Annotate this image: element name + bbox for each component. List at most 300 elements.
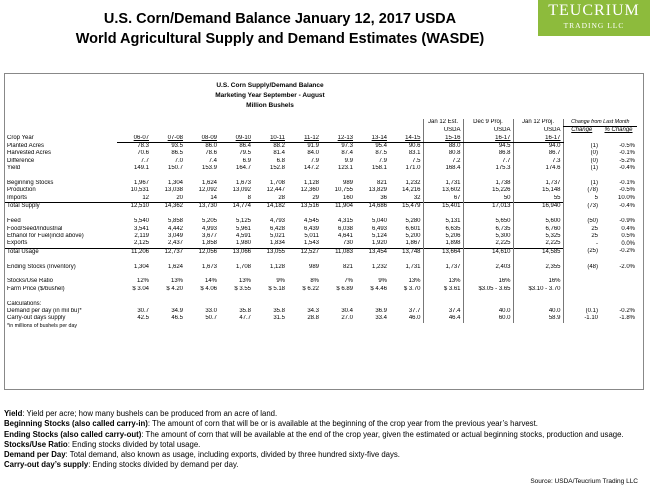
cell: 55 — [513, 195, 563, 203]
cell: 27.0 — [341, 315, 353, 322]
spacer-row — [5, 301, 637, 308]
cell: 94.0 — [513, 143, 563, 151]
cell: 5,206 — [423, 233, 463, 240]
cell — [321, 211, 355, 218]
cell: 8 — [247, 194, 251, 201]
cell: 86.0 — [205, 143, 217, 150]
year-06-07: 06-07 — [117, 135, 151, 143]
cell: 5 — [563, 195, 600, 203]
cell — [321, 256, 355, 263]
cell — [355, 256, 389, 263]
cell: 36.9 — [375, 307, 387, 314]
row-label: Ending Stocks (Inventory) — [7, 263, 76, 270]
cell: 1,624 — [167, 263, 183, 270]
cell: -0.2% — [619, 248, 635, 255]
cell: 0.0% — [621, 240, 635, 247]
cell: 171.0 — [405, 165, 421, 172]
cell: 10,755 — [334, 187, 353, 194]
row-feed — [5, 218, 637, 225]
cell: 7.7 — [140, 157, 149, 164]
cell — [355, 293, 389, 300]
cell — [321, 301, 355, 308]
cell: (1) — [563, 165, 600, 172]
cell: 14 — [210, 194, 217, 201]
cell: 40.0 — [513, 308, 563, 315]
cell: 16% — [513, 278, 563, 285]
cell: 88.0 — [423, 143, 463, 151]
cell: 9% — [276, 278, 285, 285]
row-label: Yield — [7, 165, 21, 172]
cell: 79.5 — [239, 150, 251, 157]
cell: 36 — [380, 194, 387, 201]
cell: 6,735 — [463, 226, 513, 233]
cell: 164.7 — [235, 165, 251, 172]
definition-term: Ending Stocks (also called carry-out) — [4, 429, 142, 439]
cell: 12 — [142, 194, 149, 201]
cell: 1,708 — [235, 263, 251, 270]
table-heading-row — [5, 81, 637, 91]
cell: 6.8 — [276, 157, 285, 164]
logo-tagline: TRADING LLC — [563, 21, 625, 30]
cell: -0.5% — [619, 142, 635, 149]
row-food-seed-industrial — [5, 226, 637, 233]
year-09-10: 09-10 — [219, 135, 253, 143]
cell: 28 — [278, 194, 285, 201]
cell — [600, 278, 637, 285]
cell: 14,585 — [513, 248, 563, 256]
cell: 6,428 — [269, 225, 285, 232]
cell: 83.1 — [408, 150, 421, 157]
cell: $ 6.89 — [336, 285, 353, 292]
cell: $ 4.46 — [370, 285, 387, 292]
cell: 1,920 — [371, 240, 387, 247]
year-08-09: 08-09 — [185, 135, 219, 143]
cell: 95.4 — [375, 143, 387, 150]
definition-text: : The amount of corn that will be available at the end of the crop year, given the estimated or actual beginning stocks, production and usage. — [141, 429, 624, 439]
cell: 4,591 — [235, 232, 251, 239]
row-label — [5, 173, 117, 180]
cell: 30.7 — [137, 307, 149, 314]
cell: 1,737 — [513, 180, 563, 187]
cell: $ 3.61 — [423, 286, 463, 293]
cell: -2.0% — [619, 263, 635, 270]
page-subtitle: World Agricultural Supply and Demand Estimates (WASDE) — [75, 31, 485, 47]
row-planted-acres — [5, 143, 637, 151]
cell: 20 — [176, 194, 183, 201]
cell — [321, 173, 355, 180]
column-subheader-row — [5, 127, 637, 135]
cell: 17,013 — [463, 203, 513, 211]
cell: 11,206 — [117, 248, 151, 256]
cell: 11,904 — [321, 203, 355, 211]
cell: 1,737 — [423, 264, 463, 271]
cell: 50 — [463, 195, 513, 203]
cell: 14,610 — [463, 248, 513, 256]
cell: 1,304 — [167, 180, 183, 187]
corn-balance-table-box — [4, 73, 644, 390]
cell: 6,601 — [405, 225, 421, 232]
cell: 12,360 — [300, 187, 319, 194]
top-header-0: Jan 12 Est. — [423, 119, 463, 127]
cell — [563, 256, 600, 263]
cell: 78.6 — [205, 150, 217, 157]
cell — [389, 256, 423, 263]
cell — [355, 173, 389, 180]
row-demand-per-day-in-mil-bu — [5, 308, 637, 315]
cell: $ 3.04 — [132, 285, 149, 292]
cell: (48) — [563, 264, 600, 271]
cell: 9.9 — [344, 157, 353, 164]
definition-text: : Total demand, also known as usage, including exports, divided by three hundred sixty-five days. — [65, 450, 400, 460]
cell: 15,148 — [513, 187, 563, 194]
cell: (78) — [563, 187, 600, 194]
row-farm-price-bushel — [5, 286, 637, 293]
cell: 2,125 — [133, 240, 149, 247]
cell: 14,686 — [355, 203, 389, 211]
cell: (50) — [563, 218, 600, 225]
cell: 93.5 — [171, 143, 183, 150]
cell — [355, 271, 389, 278]
cell: (1) — [563, 180, 600, 187]
cell: 0.5% — [621, 232, 635, 239]
cell: 5,650 — [463, 218, 513, 225]
cell — [117, 271, 151, 278]
cell: $ 4.06 — [200, 285, 217, 292]
cell — [563, 286, 600, 293]
cell: 13,454 — [355, 248, 389, 256]
row-difference — [5, 158, 637, 165]
page-title: U.S. Corn/Demand Balance January 12, 2017 USDA — [103, 11, 457, 27]
cell: (0) — [563, 158, 600, 165]
cell: (1) — [563, 143, 600, 151]
cell: 8% — [310, 278, 319, 285]
definition-5 — [4, 460, 644, 470]
cell — [423, 293, 463, 300]
cell — [117, 173, 151, 180]
cell: 7.3 — [513, 158, 563, 165]
cell — [151, 293, 185, 300]
row-label: Calculations: — [7, 300, 42, 307]
sub-header-2: USDA — [513, 127, 563, 135]
cell: $ 3.70 — [403, 285, 421, 292]
cell — [287, 301, 321, 308]
cell: 86.4 — [239, 143, 251, 150]
cell: 13% — [408, 278, 421, 285]
definition-term: Beginning Stocks (also called carry-in) — [4, 419, 148, 429]
cell: 60.0 — [463, 315, 513, 322]
cell: 5,858 — [167, 218, 183, 225]
cell: 5,280 — [405, 218, 421, 225]
cell — [563, 293, 600, 300]
column-group-header-row — [5, 119, 637, 127]
cell — [253, 211, 287, 218]
cell: 33.4 — [375, 315, 387, 322]
cell: 1,232 — [371, 263, 387, 270]
cell — [389, 211, 423, 218]
cell: $ 5.18 — [268, 285, 285, 292]
cell: 6.9 — [242, 157, 251, 164]
cell: 13,602 — [423, 187, 463, 194]
year-16-17: 16-17 — [513, 135, 563, 143]
row-label: Farm Price ($/bushel) — [7, 285, 65, 292]
cell: 50.7 — [205, 315, 217, 322]
cell — [389, 293, 423, 300]
cell — [389, 301, 423, 308]
logo-name: TEUCRIUM — [548, 2, 640, 19]
cell — [563, 271, 600, 278]
cell: (0.1) — [563, 308, 600, 315]
cell — [513, 173, 563, 180]
cell — [117, 293, 151, 300]
row-label: Planted Acres — [7, 142, 45, 149]
definitions — [4, 409, 644, 471]
cell: 14,182 — [253, 203, 287, 211]
cell: 168.4 — [423, 165, 463, 172]
cell: 14,362 — [151, 203, 185, 211]
cell — [423, 211, 463, 218]
cell: 33.0 — [205, 307, 217, 314]
cell: 4,793 — [269, 218, 285, 225]
cell — [600, 211, 637, 218]
cell — [321, 293, 355, 300]
year-16-17: 16-17 — [463, 135, 513, 143]
cell: 1,128 — [269, 263, 285, 270]
cell: 32 — [413, 194, 421, 201]
row-label — [5, 271, 117, 278]
cell: 13,092 — [232, 187, 251, 194]
cell: 6,493 — [371, 225, 387, 232]
cell — [389, 173, 423, 180]
row-label: Beginning Stocks — [7, 180, 54, 187]
cell: 12,447 — [266, 187, 285, 194]
row-ending-stocks-inventory — [5, 264, 637, 271]
cell: 29 — [312, 194, 319, 201]
cell — [600, 293, 637, 300]
cell: 16% — [463, 278, 513, 285]
definition-text: : Yield per acre; how many bushels can be produced from an acre of land. — [22, 409, 278, 418]
cell: -0.1% — [619, 150, 635, 157]
cell: 1,304 — [133, 263, 149, 270]
cell: 86.5 — [171, 150, 183, 157]
definition-4 — [4, 450, 644, 460]
spacer-row — [5, 111, 637, 118]
cell — [219, 256, 253, 263]
cell — [600, 271, 637, 278]
cell: 5,300 — [463, 233, 513, 240]
cell — [513, 256, 563, 263]
cell: 1,967 — [133, 180, 149, 187]
cell — [253, 173, 287, 180]
source-note: Source: USDA/Teucrium Trading LLC — [530, 478, 638, 485]
cell — [151, 301, 185, 308]
cell: -0.1% — [619, 180, 635, 187]
cell — [117, 301, 151, 308]
cell: 7.7 — [463, 158, 513, 165]
cell — [151, 173, 185, 180]
spacer-row — [5, 74, 637, 81]
cell: 2,403 — [463, 264, 513, 271]
cell: 1,731 — [405, 263, 421, 270]
cell: 1,708 — [269, 180, 285, 187]
cell — [151, 211, 185, 218]
cell: 7% — [344, 278, 353, 285]
cell: 30.4 — [341, 307, 353, 314]
cell: 1,834 — [269, 240, 285, 247]
cell: 10,531 — [130, 187, 149, 194]
cell — [463, 173, 513, 180]
row-label — [5, 256, 117, 263]
cell: 9% — [378, 278, 387, 285]
cell: 13,038 — [164, 187, 183, 194]
cell: 28.8 — [307, 315, 319, 322]
year-10-11: 10-11 — [253, 135, 287, 143]
definition-term: Demand per Day — [4, 450, 66, 460]
cell: 2,355 — [513, 264, 563, 271]
cell: 1,673 — [201, 263, 217, 270]
cell: 6,760 — [513, 226, 563, 233]
row-label: Exports — [7, 240, 28, 247]
cell: 5,124 — [371, 232, 387, 239]
cell: 7.5 — [412, 157, 421, 164]
cell — [185, 256, 219, 263]
cell: (25) — [563, 248, 600, 256]
cell: 174.6 — [513, 165, 563, 172]
cell: 35.8 — [273, 307, 285, 314]
cell: 81.4 — [273, 150, 285, 157]
cell: 87.4 — [341, 150, 353, 157]
cell: - — [563, 240, 600, 248]
cell: 4,442 — [167, 225, 183, 232]
row-label: Total Supply — [5, 203, 117, 211]
cell — [513, 271, 563, 278]
cell: 1,858 — [201, 240, 217, 247]
cell: 158.1 — [371, 165, 387, 172]
cell: 13,516 — [287, 203, 321, 211]
cell — [185, 271, 219, 278]
cell: 13,664 — [423, 248, 463, 256]
definition-text: : The amount of corn that will be or is available at the beginning of the crop year from the previous year’s harvest. — [147, 419, 538, 429]
cell: 5,325 — [513, 233, 563, 240]
cell: 14% — [204, 278, 217, 285]
cell: 5,961 — [235, 225, 251, 232]
cell — [423, 301, 463, 308]
row-carry-out-days-supply — [5, 315, 637, 322]
cell: 6,439 — [303, 225, 319, 232]
cell: 15,479 — [389, 203, 423, 211]
cell: 10.0% — [617, 195, 635, 202]
row-stocks-use-ratio — [5, 278, 637, 285]
definition-term: Stocks/Use Ratio — [4, 439, 68, 449]
cell: 13% — [238, 278, 251, 285]
cell — [423, 271, 463, 278]
spacer-row — [5, 271, 637, 278]
year-13-14: 13-14 — [355, 135, 389, 143]
definition-text: : Ending stocks divided by demand per day. — [88, 460, 239, 470]
cell — [513, 211, 563, 218]
definition-term: Carry-out day’s supply — [4, 460, 89, 470]
row-label: Total Usage — [5, 248, 117, 256]
cell: 153.9 — [201, 165, 217, 172]
cell: 78.3 — [137, 143, 149, 150]
crop-year-row — [5, 135, 637, 143]
cell — [219, 301, 253, 308]
cell: $3.10 - 3.70 — [513, 286, 563, 293]
year-15-16: 15-16 — [423, 135, 463, 143]
row-imports — [5, 195, 637, 203]
cell — [117, 256, 151, 263]
cell: (0) — [563, 150, 600, 157]
cell: 25 — [563, 226, 600, 233]
cell — [219, 173, 253, 180]
spacer-row — [5, 293, 637, 300]
sub-header-4: % Change — [604, 127, 633, 134]
cell: 12,056 — [185, 248, 219, 256]
definition-term: Yield — [4, 409, 23, 418]
cell — [463, 301, 513, 308]
cell: 94.5 — [463, 143, 513, 151]
cell: -5.2% — [619, 157, 635, 164]
cell: 1,624 — [201, 180, 217, 187]
definition-2 — [4, 430, 644, 440]
cell: 13,066 — [219, 248, 253, 256]
cell: 2,119 — [134, 232, 149, 239]
cell: 86.8 — [463, 150, 513, 157]
cell: 3,677 — [201, 232, 217, 239]
row-exports — [5, 240, 637, 248]
cell: 1,867 — [405, 240, 421, 247]
definition-text: : Ending stocks divided by total usage. — [67, 439, 201, 449]
cell: 13,748 — [389, 248, 423, 256]
cell: 11,083 — [321, 248, 355, 256]
cell: 2,225 — [463, 240, 513, 248]
cell: 67 — [423, 195, 463, 203]
cell: 46.0 — [408, 315, 421, 322]
cell: 90.6 — [408, 143, 421, 150]
row-beginning-stocks — [5, 180, 637, 187]
cell: 16,940 — [513, 203, 563, 211]
cell — [600, 173, 637, 180]
cell: -1.8% — [619, 315, 635, 322]
cell: 0.4% — [621, 225, 635, 232]
cell: 37.7 — [408, 307, 421, 314]
cell — [321, 271, 355, 278]
cell: 5,200 — [405, 232, 421, 239]
cell: 25 — [563, 233, 600, 240]
cell: 5,540 — [133, 218, 149, 225]
cell: 97.3 — [341, 143, 353, 150]
cell: 14,216 — [402, 187, 421, 194]
cell: 1,731 — [423, 180, 463, 187]
cell — [513, 293, 563, 300]
cell: 147.2 — [303, 165, 319, 172]
cell: 5,600 — [513, 218, 563, 225]
spacer-row — [5, 211, 637, 218]
cell: 40.0 — [463, 308, 513, 315]
row-yield — [5, 165, 637, 172]
cell: 1,232 — [405, 180, 421, 187]
table-subheading: Marketing Year September - August — [215, 92, 325, 100]
spacer-row — [5, 173, 637, 180]
cell: 152.8 — [269, 165, 285, 172]
cell: 7.9 — [378, 157, 387, 164]
footnote-row — [5, 323, 637, 330]
cell: 42.5 — [137, 315, 149, 322]
cell: (73) — [563, 203, 600, 211]
definition-1 — [4, 419, 644, 429]
cell: 7.0 — [174, 157, 183, 164]
row-label: Demand per day (in mil bu)* — [7, 307, 82, 314]
cell — [287, 211, 321, 218]
